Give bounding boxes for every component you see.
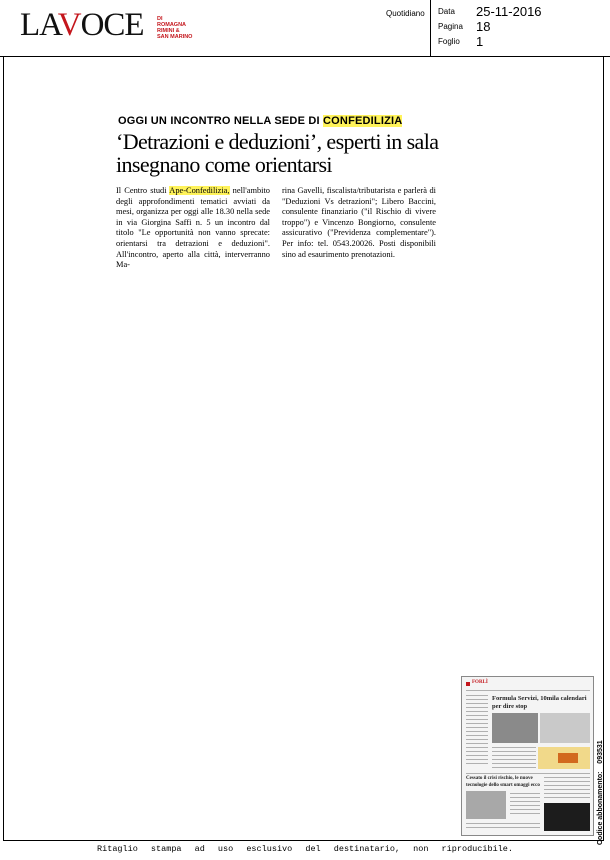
thumb-headline-1: Formula Servizi, 10mila calendari [492,695,587,702]
article-kicker: OGGI UN INCONTRO NELLA SEDE DI CONFEDILIZIA [118,115,403,127]
publication-type: Quotidiano [386,9,425,18]
page-header [0,0,610,58]
thumb-headline-4: tecnologie dello smart omaggi ecco [466,783,540,788]
thumb-section: FORLÌ [472,680,488,685]
article-column-1: Il Centro studi Ape-Confedilizia, nell'ambito degli approfondimenti tematici avviati da mesi, organizza per oggi alle 18.30 nella sede in via Giorgina Saffi n. 5 un incontro dal titolo "Le opportunità non vanno sprecate: orientarsi tra detrazioni e deduzioni". All'incontro, aperto alla città, interverranno Ma- [116,186,270,270]
thumb-headline-3: Cessato il crisi rischio, le nuove [466,776,533,781]
thumb-photo [544,803,590,831]
article-headline: ‘Detrazioni e deduzioni’, esperti in sala insegnano come orientarsi [116,129,439,177]
thumb-photo [466,791,506,819]
page-label: Pagina [438,22,463,31]
article-column-2: rina Gavelli, fiscalista/tributarista e parlerà di "Deduzioni Vs detrazioni"; Libero Baccini, consulente finanziario ("il Rischio di vivere troppo") e Vincenzo Bongiorno, consulente assicurativo ("Previdenza complementare"). Per info: tel. 0543.20026. Posti disponibili sino ad esaurimento prenotazioni. [282,186,436,259]
logo-subtitle: DI ROMAGNA RIMINI & SAN MARINO [157,16,193,40]
logo-wordmark [20,8,144,42]
logo-text: LAVOCE [20,7,144,43]
page-thumbnail [461,676,594,836]
thumb-headline-2: per dire stop [492,703,528,710]
thumb-section-marker [466,682,470,686]
header-divider [430,0,431,56]
highlighted-keyword: CONFEDILIZIA [323,115,403,127]
subscription-code: Codice abbonamento: 093531 [597,740,604,845]
date-value: 25-11-2016 [476,4,542,19]
date-label: Data [438,7,455,16]
thumb-photo [492,713,538,743]
sheet-value: 1 [476,34,484,49]
page-footer: Ritaglio stampa ad uso esclusivo del destinatario, non riproducibile. [97,844,513,854]
thumb-photo [540,713,590,743]
highlighted-keyword: Ape-Confedilizia, [169,186,230,195]
sheet-label: Foglio [438,37,460,46]
page-value: 18 [476,19,491,34]
